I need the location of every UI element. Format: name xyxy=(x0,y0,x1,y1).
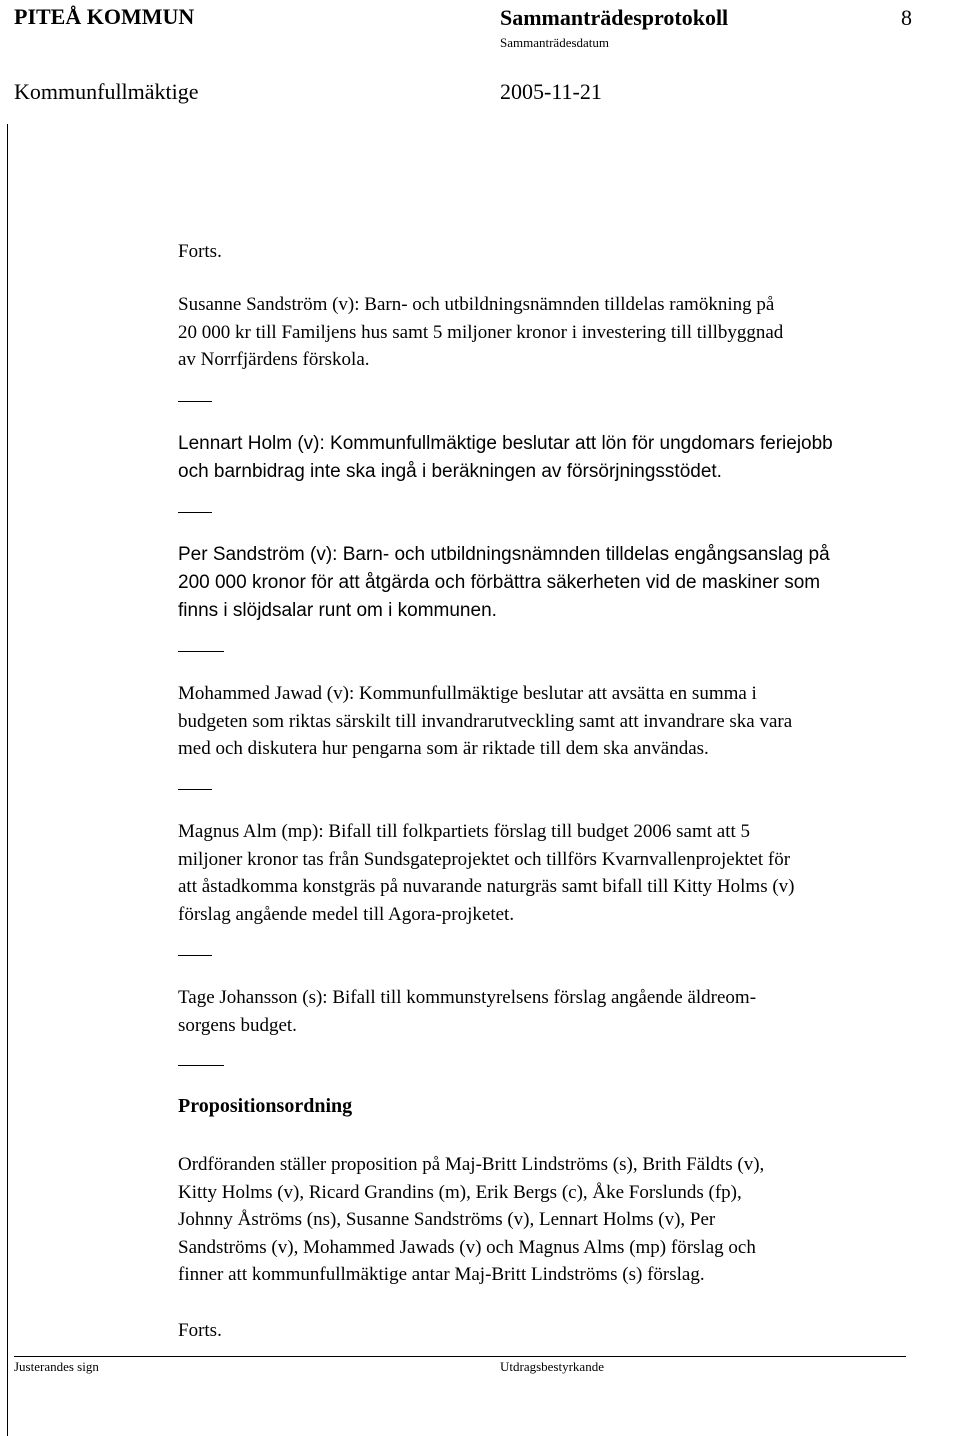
paragraph-proposition: Ordföranden ställer proposition på Maj-Britt Lindströms (s), Brith Fäldts (v), Kitty Holms (v), Ricard Grandins (m), Erik Bergs (c), Åke Forslunds (fp), Johnny Åströms (ns), Susanne Sandströms (v), Lennart Holms (v), Per Sandströms (v), Mohammed Jawads (v) och Magnus Alms (mp) förslag och finner att kommunfullmäktige antar Maj-Britt Lindströms (s) förslag. xyxy=(178,1154,765,1285)
paragraph-tage-johansson: Tage Johansson (s): Bifall till kommunstyrelsens förslag angående äldreom- sorgens budget. xyxy=(178,987,757,1036)
separator xyxy=(178,789,212,790)
document-title: Sammanträdesprotokoll xyxy=(500,5,729,30)
paragraph-mohammed-jawad: Mohammed Jawad (v): Kommunfullmäktige beslutar att avsätta en summa i budgeten som riktas särskilt till invandrarutveckling samt att invandrare ska vara med och diskutera hur pengarna som är riktade till dem ska användas. xyxy=(178,683,793,759)
continued-label-bottom: Forts. xyxy=(178,1320,222,1341)
separator xyxy=(178,512,212,513)
separator xyxy=(178,955,212,956)
page-number: 8 xyxy=(901,5,912,30)
continued-label-top: Forts. xyxy=(178,241,222,262)
section-heading-propositionsordning: Propositionsordning xyxy=(178,1095,353,1117)
paragraph-per-sandstrom: Per Sandström (v): Barn- och utbildningsnämnden tilldelas engångsanslag på 200 000 kronor för att åtgärda och förbättra säkerheten vid de maskiner som finns i slöjdsalar runt om i kommunen. xyxy=(178,544,830,621)
governing-body: Kommunfullmäktige xyxy=(14,79,199,104)
separator xyxy=(178,651,224,652)
paragraph-lennart-holm: Lennart Holm (v): Kommunfullmäktige beslutar att lön för ungdomars feriejobb och barnbidrag inte ska ingå i beräkningen av försörjningsstödet. xyxy=(178,433,833,482)
justerandes-sign-label: Justerandes sign xyxy=(14,1359,99,1374)
footer-line xyxy=(14,1356,906,1357)
utdragsbestyrkande-label: Utdragsbestyrkande xyxy=(500,1359,604,1374)
margin-line xyxy=(7,124,8,1436)
separator xyxy=(178,401,212,402)
separator xyxy=(178,1065,224,1066)
municipality-name: PITEÅ KOMMUN xyxy=(14,4,195,29)
paragraph-magnus-alm: Magnus Alm (mp): Bifall till folkpartiets förslag till budget 2006 samt att 5 miljoner kronor tas från Sundsgateprojektet och tillförs Kvarnvallenprojektet för att åstadkomma konstgräs på nuvarande naturgräs samt bifall till Kitty Holms (v) förslag angående medel till Agora-projketet. xyxy=(178,821,795,925)
meeting-date-label: Sammanträdesdatum xyxy=(500,35,610,50)
paragraph-susanne-sandstrom: Susanne Sandström (v): Barn- och utbildningsnämnden tilldelas ramökning på 20 000 kr till Familjens hus samt 5 miljoner kronor i investering till tillbyggnad av Norrfjärdens förskola. xyxy=(178,294,784,370)
meeting-date: 2005-11-21 xyxy=(500,79,602,104)
